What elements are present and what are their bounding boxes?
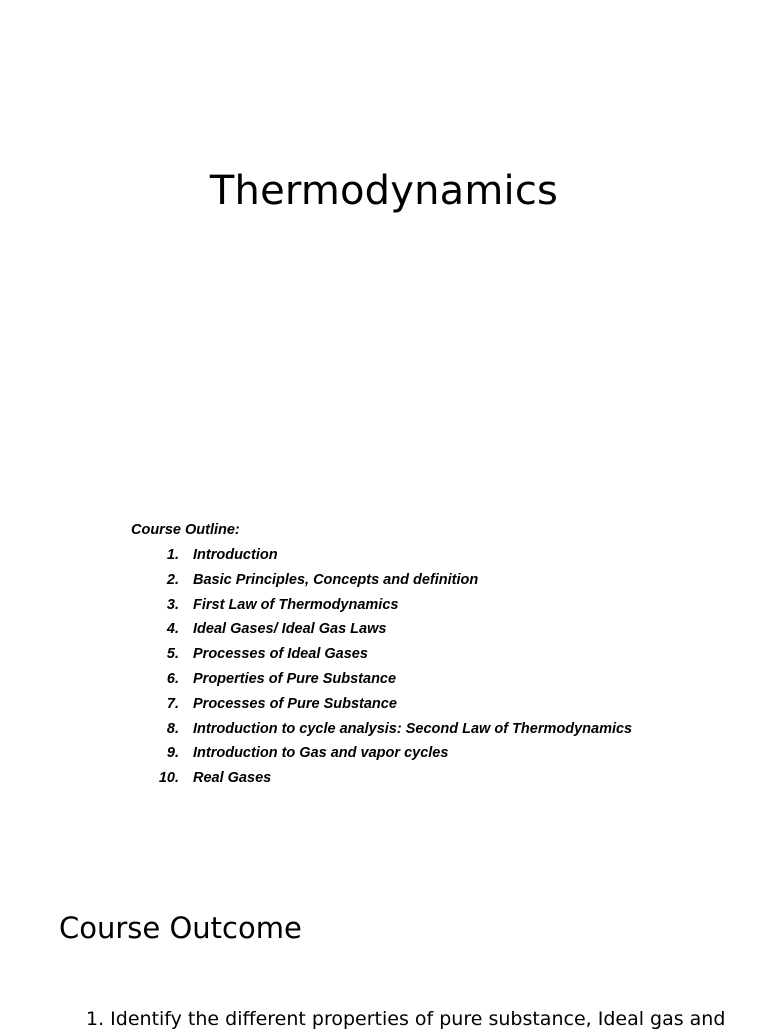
outline-item [131,568,731,593]
outline-item-number: 7. [166,695,179,712]
outline-item-label: Introduction to Gas and vapor cycles [193,745,449,762]
outline-item-label: Ideal Gases/ Ideal Gas Laws [193,621,387,638]
outline-item-label: Processes of Ideal Gases [193,646,368,663]
outline-item [131,717,731,742]
course-outcome-heading: Course Outcome [59,911,302,945]
outline-item-number: 3. [166,596,179,613]
outline-item-label: Real Gases [193,770,272,787]
outline-item-number: 5. [166,646,179,663]
outline-item-number: 4. [166,621,179,638]
outline-item-number: 6. [166,670,179,687]
outline-item-label: Basic Principles, Concepts and definition [193,571,479,588]
outline-item [131,692,731,717]
outline-item [131,741,731,766]
outline-item [131,766,731,791]
page-title: Thermodynamics [209,168,559,214]
outline-item-label: Introduction to cycle analysis: Second Law of Thermodynamics [193,720,633,737]
outline-item [131,543,731,568]
outline-item-label: Introduction [193,547,278,563]
outline-item [131,593,731,618]
outline-item-number: 10. [158,770,179,787]
outline-item [131,642,731,667]
course-outcome-item: 1. Identify the different properties of pure substance, Ideal gas and [86,1008,726,1030]
outline-item-label: Processes of Pure Substance [193,695,397,712]
outline-item [131,667,731,692]
outline-item-label: First Law of Thermodynamics [193,596,399,613]
outline-item-label: Properties of Pure Substance [193,670,397,687]
outline-item-number: 2. [166,571,179,588]
outline-item-number: 9. [166,745,179,762]
course-outline-heading: Course Outline: [131,522,240,538]
course-outline [131,518,731,791]
outline-item [131,617,731,642]
outline-item-number: 1. [166,547,179,563]
course-outline-list [131,543,731,791]
outline-item-number: 8. [166,720,179,737]
